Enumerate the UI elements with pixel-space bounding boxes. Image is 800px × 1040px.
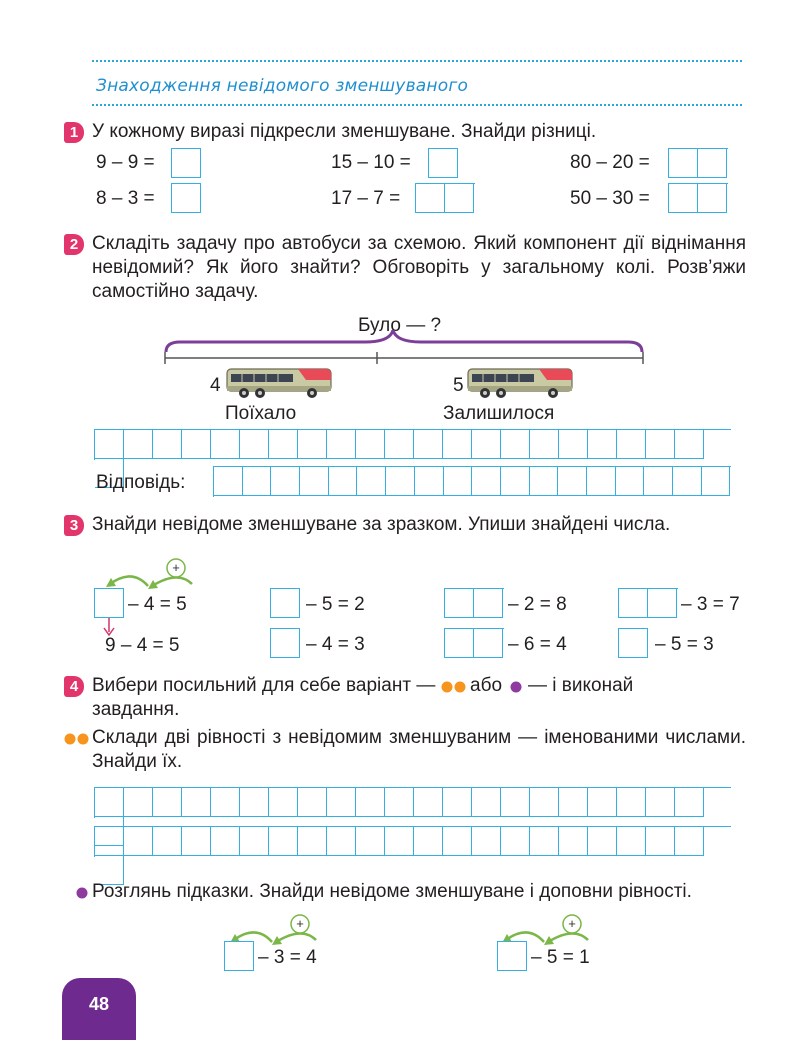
plus-sign: + bbox=[172, 560, 180, 575]
bus-icon bbox=[226, 366, 334, 400]
task-4-number: 4 bbox=[64, 676, 84, 697]
answer-box-double[interactable] bbox=[444, 588, 504, 618]
row2-expr-3: – 6 = 4 bbox=[508, 634, 567, 655]
orange-dots-icon bbox=[441, 681, 467, 693]
answer-label: Відповідь: bbox=[96, 472, 186, 493]
answer-box-double[interactable] bbox=[668, 183, 728, 213]
task-4-text-after-1: — і виконай bbox=[528, 675, 634, 696]
purple-dot-icon bbox=[510, 681, 522, 693]
answer-box[interactable] bbox=[618, 628, 648, 658]
task-3-number: 3 bbox=[64, 515, 84, 536]
hint-2-expr: – 5 = 1 bbox=[531, 947, 590, 968]
hint-1-expr: – 3 = 4 bbox=[258, 947, 317, 968]
row1-expr-1: – 4 = 5 bbox=[128, 594, 187, 615]
variant-a-text: Склади дві рівності з невідомим зменшуваним — іменованими числами. Знайди їх. bbox=[92, 727, 746, 772]
row1-expr-3: – 2 = 8 bbox=[508, 594, 567, 615]
solution-grid[interactable] bbox=[94, 429, 731, 460]
answer-box-double[interactable] bbox=[668, 148, 728, 178]
page-number: 48 bbox=[88, 994, 110, 1014]
variant-b-text: Розглянь підказки. Знайди невідоме зменшуване і доповни рівності. bbox=[92, 881, 692, 902]
total-label: Було — ? bbox=[358, 315, 442, 336]
task-4-text-after-2: завдання. bbox=[92, 699, 180, 720]
header-bottom-divider bbox=[92, 104, 742, 106]
task-4-text-or: або bbox=[470, 675, 503, 696]
brace-scheme bbox=[150, 330, 660, 370]
answer-grid[interactable] bbox=[213, 466, 731, 497]
expression-6: 50 – 30 = bbox=[570, 188, 650, 209]
left-label: Поїхало bbox=[225, 403, 297, 424]
purple-brace bbox=[166, 330, 642, 352]
expression-4: 8 – 3 = bbox=[96, 188, 155, 209]
equation-grid-1[interactable] bbox=[94, 787, 731, 818]
expression-2: 15 – 10 = bbox=[331, 152, 411, 173]
sample-box[interactable] bbox=[94, 588, 124, 618]
task-4-text-before: Вибери посильний для себе варіант — bbox=[92, 675, 436, 696]
row2-expr-1: 9 – 4 = 5 bbox=[105, 635, 180, 656]
answer-box[interactable] bbox=[171, 148, 201, 178]
answer-box[interactable] bbox=[270, 588, 300, 618]
purple-dot-icon bbox=[76, 887, 88, 899]
answer-box[interactable] bbox=[270, 628, 300, 658]
row2-expr-4: – 5 = 3 bbox=[655, 634, 714, 655]
row1-expr-2: – 5 = 2 bbox=[306, 594, 365, 615]
answer-box-double[interactable] bbox=[618, 588, 678, 618]
sample-arrows bbox=[100, 556, 200, 592]
right-label: Залишилося bbox=[443, 403, 555, 424]
plus-sign: + bbox=[296, 916, 304, 931]
left-count: 4 bbox=[210, 375, 221, 396]
right-count: 5 bbox=[453, 375, 464, 396]
answer-box[interactable] bbox=[497, 941, 527, 971]
answer-box-double[interactable] bbox=[415, 183, 475, 213]
expression-1: 9 – 9 = bbox=[96, 152, 155, 173]
task-1-text: У кожному виразі підкресли зменшуване. Знайди різниці. bbox=[92, 121, 597, 142]
task-2-text: Складіть задачу про автобуси за схемою. Який компонент дії віднімання невідомий? Як його знайти? Обговоріть у загальному колі. Розв’яжи самостійно задачу. bbox=[92, 233, 746, 302]
task-2-number: 2 bbox=[64, 234, 84, 255]
task-1-number: 1 bbox=[64, 122, 84, 143]
row2-expr-2: – 4 = 3 bbox=[306, 634, 365, 655]
answer-box[interactable] bbox=[224, 941, 254, 971]
expression-3: 80 – 20 = bbox=[570, 152, 650, 173]
section-title: Знаходження невідомого зменшуваного bbox=[96, 76, 469, 96]
equation-grid-2[interactable] bbox=[94, 826, 731, 857]
answer-box[interactable] bbox=[171, 183, 201, 213]
answer-box-double[interactable] bbox=[444, 628, 504, 658]
row1-expr-4: – 3 = 7 bbox=[681, 594, 740, 615]
orange-dots-icon bbox=[64, 733, 92, 745]
expression-5: 17 – 7 = bbox=[331, 188, 401, 209]
bus-icon bbox=[467, 366, 575, 400]
plus-sign: + bbox=[568, 916, 576, 931]
header-top-divider bbox=[92, 60, 742, 62]
answer-box[interactable] bbox=[428, 148, 458, 178]
task-3-text: Знайди невідоме зменшуване за зразком. Упиши знайдені числа. bbox=[92, 514, 671, 535]
